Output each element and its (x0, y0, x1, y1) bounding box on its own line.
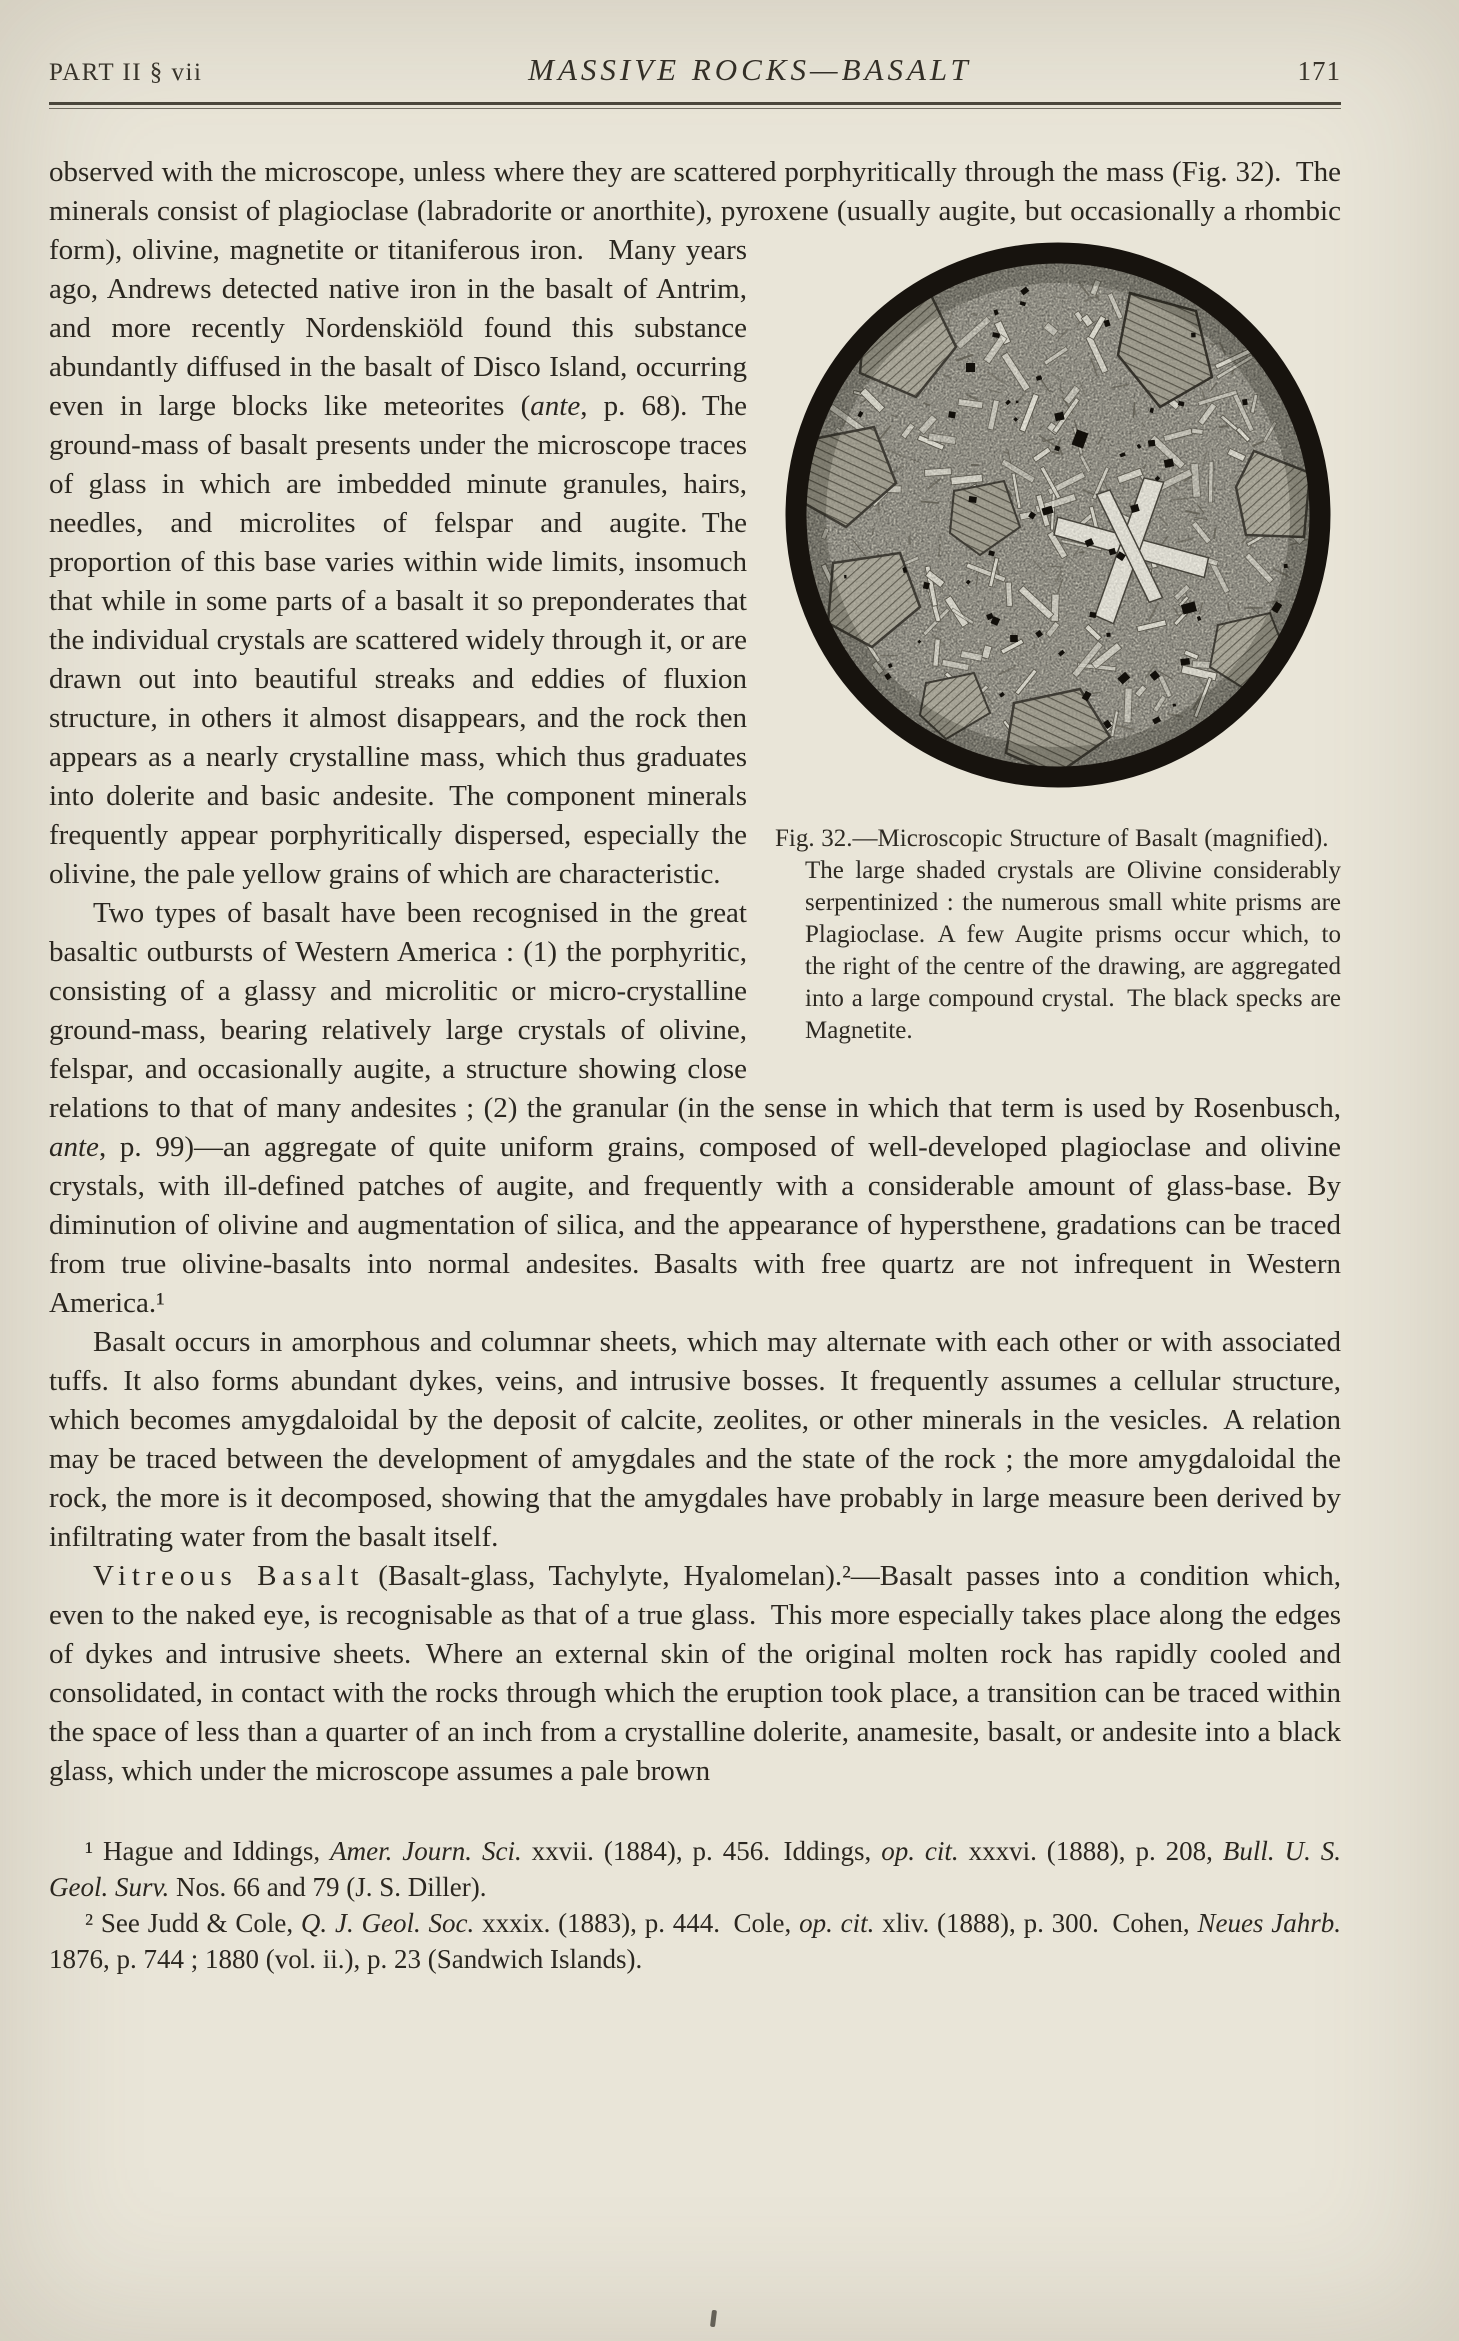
paragraph-1-lead: observed with the microscope, unless where they are scattered porphyritically through the mass (Fig. 32). The minerals consist of plagioclase (labradorite or anorthite), pyroxene (usually augite, but occasionally a rhombic form), olivine, magnetite or titaniferous iron. (49, 156, 1341, 266)
scan-artifact (710, 2310, 717, 2327)
microscope-image (778, 235, 1338, 795)
footnotes (49, 1833, 1341, 1977)
footnote-1: ¹ Hague and Iddings, Amer. Journ. Sci. xxvii. (1884), p. 456. Iddings, op. cit. xxxvi. (1888), p. 208, Bull. U. S. Geol. Surv. Nos. 66 and 79 (J. S. Diller). (49, 1836, 1342, 1902)
paragraph-1-rest: Many years ago, Andrews detected native iron in the basalt of Antrim, and more recently Nordenskiöld found this substance abundantly diffused in the basalt of Disco Island, occurring even in large blocks like meteorites (ante, p. 68). The ground-mass of basalt presents under the microscope traces of glass in which are imbedded minute granules, hairs, needles, and microlites of felspar and augite. The proportion of this base varies within wide limits, insomuch that while in some parts of a basalt it so preponderates that the individual crystals are scattered widely through it, or are drawn out into beautiful streaks and eddies of fluxion structure, in others it almost disappears, and the rock then appears as a nearly crystalline mass, which thus graduates into dolerite and basic andesite. The component minerals frequently appear porphyritically dispersed, especially the olivine, the pale yellow grains of which are characteristic. (49, 234, 748, 890)
page-number: 171 (1297, 56, 1341, 86)
paragraph-4: Vitreous Basalt (Basalt-glass, Tachylyte, Hyalomelan).²—Basalt passes into a condition which, even to the naked eye, is recognisable as that of a true glass. This more especially takes place along the edges of dykes and intrusive sheets. Where an external skin of the original molten rock has rapidly cooled and consolidated, in contact with the rocks through which the eruption took place, a transition can be traced within the space of less than a quarter of an inch from a crystalline dolerite, anamesite, basalt, or andesite into a black glass, which under the microscope assumes a pale brown (49, 1560, 1341, 1787)
page-header (49, 52, 1341, 88)
figure-caption: Fig. 32.—Microscopic Structure of Basalt (magnified). The large shaded crystals are Olivine considerably serpentinized : the numerous small white prisms are Plagioclase. A few Augite prisms occur which, to the right of the centre of the drawing, are aggregated into a large compound crystal. The black specks are Magnetite. (775, 825, 1341, 1044)
part-label: PART II § vii (49, 59, 203, 86)
paragraph-1 (49, 153, 1341, 1044)
article-body (49, 153, 1341, 1791)
figure-32 (775, 235, 1341, 1047)
footnote-2: ² See Judd & Cole, Q. J. Geol. Soc. xxxix. (1883), p. 444. Cole, op. cit. xliv. (1888), p. 300. Cohen, Neues Jahrb. 1876, p. 744 ; 1880 (vol. ii.), p. 23 (Sandwich Islands). (49, 1908, 1341, 1974)
paragraph-3: Basalt occurs in amorphous and columnar sheets, which may alternate with each other or with associated tuffs. It also forms abundant dykes, veins, and intrusive bosses. It frequently assumes a cellular structure, which becomes amygdaloidal by the deposit of calcite, zeolites, or other minerals in the vesicles. A relation may be traced between the development of amygdales and the state of the rock ; the more amygdaloidal the rock, the more is it decomposed, showing that the amygdales have probably in large measure been derived by infiltrating water from the basalt itself. (49, 1326, 1341, 1553)
header-rule (49, 102, 1341, 109)
paragraph-2: Two types of basalt have been recognised in the great basaltic outbursts of Western America : (1) the porphyritic, consisting of a glassy and microlitic or micro-crystalline ground-mass, bearing relatively large crystals of olivine, felspar, and occasionally augite, a structure showing close relations to that of many andesites ; (2) the granular (in the sense in which that term is used by Rosenbusch, ante, p. 99)—an aggregate of quite uniform grains, composed of well-developed plagioclase and olivine crystals, with ill-defined patches of augite, and frequently with a considerable amount of glass-base. By diminution of olivine and augmentation of silica, and the appearance of hypersthene, gradations can be traced from true olivine-basalts into normal andesites. Basalts with free quartz are not infrequent in Western America.¹ (49, 897, 1341, 1319)
running-title: MASSIVE ROCKS—BASALT (528, 52, 972, 87)
